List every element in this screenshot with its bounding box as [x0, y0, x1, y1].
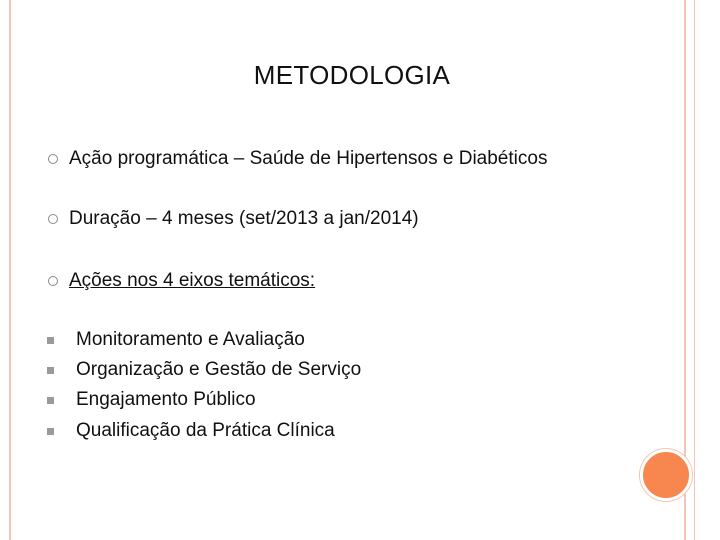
- bullet-text: Ação programática – Saúde de Hipertensos e Diabéticos: [69, 148, 548, 169]
- sub-list-item: [47, 359, 361, 381]
- sub-item-text: Organização e Gestão de Serviço: [76, 359, 362, 380]
- bullet-text-underlined: Ações nos 4 eixos temáticos:: [69, 270, 316, 291]
- sub-item-text: Qualificação da Prática Clínica: [76, 420, 335, 441]
- hollow-circle-icon: [48, 276, 58, 286]
- slide-border-left: [9, 0, 11, 540]
- slide-title: METODOLOGIA: [253, 60, 451, 90]
- bullet-item: [48, 148, 547, 170]
- bullet-item: [48, 208, 419, 230]
- sub-list-item: [47, 329, 305, 351]
- filled-square-icon: [47, 397, 54, 404]
- sub-list-item: [47, 389, 256, 411]
- slide-border-right-inner: [694, 0, 695, 540]
- filled-square-icon: [47, 337, 54, 344]
- hollow-circle-icon: [48, 154, 58, 164]
- sub-item-text: Engajamento Público: [76, 389, 256, 410]
- bullet-text: Duração – 4 meses (set/2013 a jan/2014): [69, 208, 419, 229]
- hollow-circle-icon: [48, 214, 58, 224]
- bullet-item: [48, 270, 315, 292]
- sub-list-item: [47, 420, 335, 442]
- filled-square-icon: [47, 428, 54, 435]
- sub-item-text: Monitoramento e Avaliação: [76, 329, 305, 350]
- filled-square-icon: [47, 367, 54, 374]
- decorative-circle: [640, 449, 692, 501]
